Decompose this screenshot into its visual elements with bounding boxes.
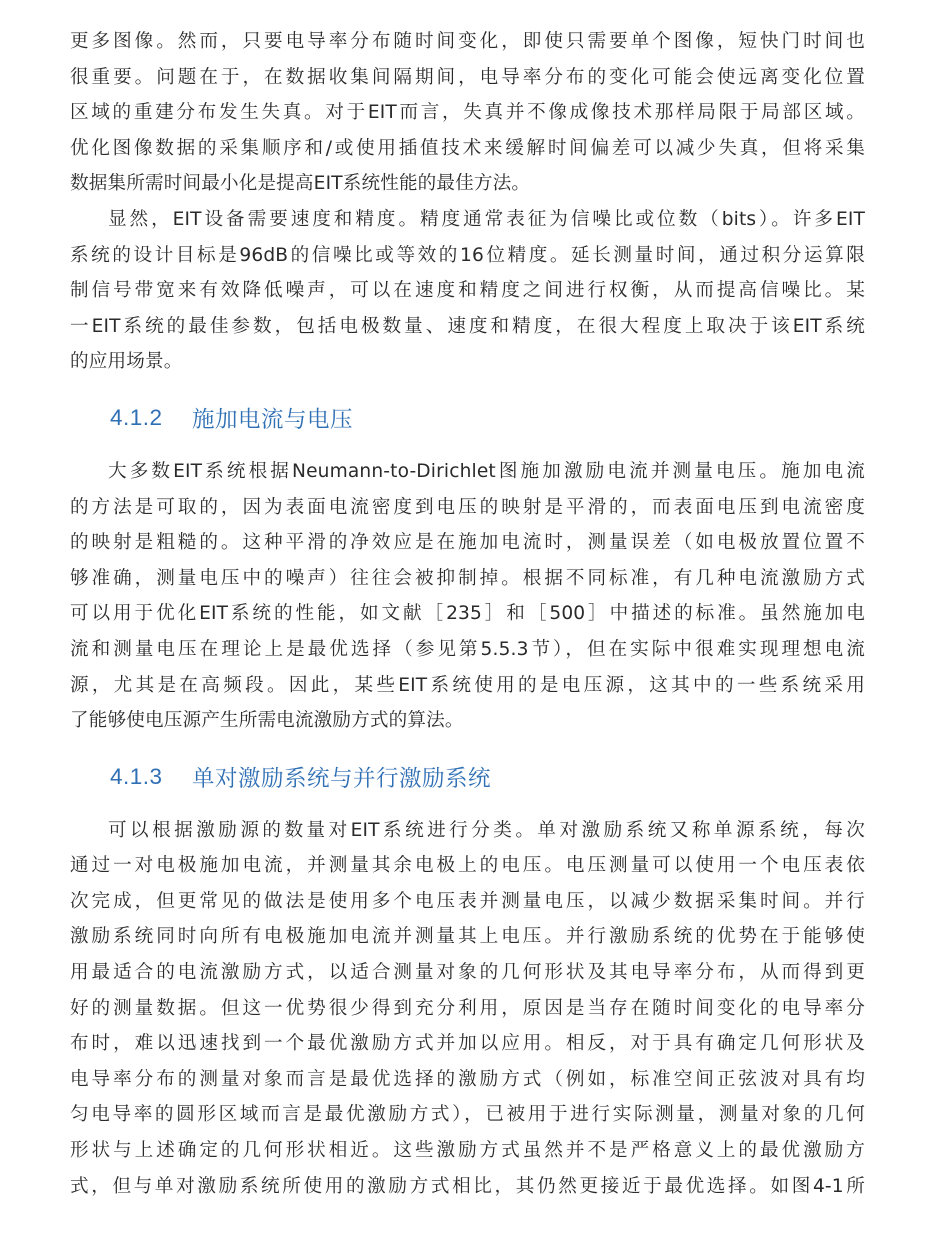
text-line: 很重要。问题在于，在数据收集间隔期间，电导率分布的变化可能会使远离变化位置 <box>70 66 865 88</box>
paragraph-speed-precision <box>70 202 865 380</box>
text-line: 布时，难以迅速找到一个最优激励方式并加以应用。相反，对于具有确定几何形状及 <box>70 1033 865 1055</box>
text-line: 制信号带宽来有效降低噪声，可以在速度和精度之间进行权衡，从而提高信噪比。某 <box>70 280 865 302</box>
section-heading-4-1-2 <box>110 396 865 440</box>
text-line: 大多数EIT系统根据Neumann-to-Dirichlet图施加激励电流并测量电压。施加电流 <box>108 460 865 482</box>
text-line: 通过一对电极施加电流，并测量其余电极上的电压。电压测量可以使用一个电压表依 <box>70 855 865 877</box>
text-line: 系统的设计目标是96dB的信噪比或等效的16位精度。延长测量时间，通过积分运算限 <box>70 244 865 266</box>
text-line: 的方法是可取的，因为表面电流密度到电压的映射是平滑的，而表面电压到电流密度 <box>70 496 865 518</box>
text-line: 优化图像数据的采集顺序和/或使用插值技术来缓解时间偏差可以减少失真，但将采集 <box>70 137 865 159</box>
text-line: 激励系统同时向所有电极施加电流并测量其上电压。并行激励系统的优势在于能够使 <box>70 926 865 948</box>
section-title: 单对激励系统与并行激励系统 <box>192 765 492 792</box>
text-line: 了能够使电压源产生所需电流激励方式的算法。 <box>70 710 464 732</box>
text-line: 一EIT系统的最佳参数，包括电极数量、速度和精度，在很大程度上取决于该EIT系统 <box>70 315 865 337</box>
text-line: 式，但与单对激励系统所使用的激励方式相比，其仍然更接近于最优选择。如图4-1所 <box>70 1175 865 1197</box>
section-heading-4-1-3 <box>110 755 865 799</box>
text-line: 区域的重建分布发生失真。对于EIT而言，失真并不像成像技术那样局限于局部区域。 <box>70 102 865 124</box>
paragraph-continuation <box>70 24 865 202</box>
text-line: 用最适合的电流激励方式，以适合测量对象的几何形状及其电导率分布，从而得到更 <box>70 962 865 984</box>
text-line: 的映射是粗糙的。这种平滑的净效应是在施加电流时，测量误差（如电极放置位置不 <box>70 532 865 554</box>
text-line: 次完成，但更常见的做法是使用多个电压表并测量电压，以减少数据采集时间。并行 <box>70 890 865 912</box>
paragraph-current-voltage <box>70 454 865 739</box>
text-line: 的应用场景。 <box>70 351 183 373</box>
text-line: 数据集所需时间最小化是提高EIT系统性能的最佳方法。 <box>70 173 531 195</box>
text-line: 可以根据激励源的数量对EIT系统进行分类。单对激励系统又称单源系统，每次 <box>108 819 865 841</box>
text-line: 更多图像。然而，只要电导率分布随时间变化，即使只需要单个图像，短快门时间也 <box>70 31 865 52</box>
text-line: 形状与上述确定的几何形状相近。这些激励方式虽然并不是严格意义上的最优激励方 <box>70 1140 865 1162</box>
text-line: 电导率分布的测量对象而言是最优选择的激励方式（例如，标准空间正弦波对具有均 <box>70 1068 865 1090</box>
text-line: 源，尤其是在高频段。因此，某些EIT系统使用的是电压源，这其中的一些系统采用 <box>70 674 865 696</box>
text-line: 好的测量数据。但这一优势很少得到充分利用，原因是当存在随时间变化的电导率分 <box>70 997 865 1019</box>
text-line: 可以用于优化EIT系统的性能，如文献［235］和［500］中描述的标准。虽然施加电 <box>70 603 865 625</box>
section-title: 施加电流与电压 <box>192 406 354 433</box>
text-line: 流和测量电压在理论上是最优选择（参见第5.5.3节），但在实际中很难实现理想电流 <box>70 638 865 660</box>
section-number: 4.1.3 <box>110 763 163 789</box>
section-number: 4.1.2 <box>110 404 163 430</box>
page-content <box>70 24 865 1204</box>
text-line: 匀电导率的圆形区域而言是最优激励方式），已被用于进行实际测量，测量对象的几何 <box>70 1104 865 1126</box>
text-line: 显然，EIT设备需要速度和精度。精度通常表征为信噪比或位数（bits）。许多EIT <box>108 208 865 230</box>
paragraph-excitation-systems <box>70 813 865 1205</box>
text-line: 够准确，测量电压中的噪声）往往会被抑制掉。根据不同标准，有几种电流激励方式 <box>70 567 865 589</box>
